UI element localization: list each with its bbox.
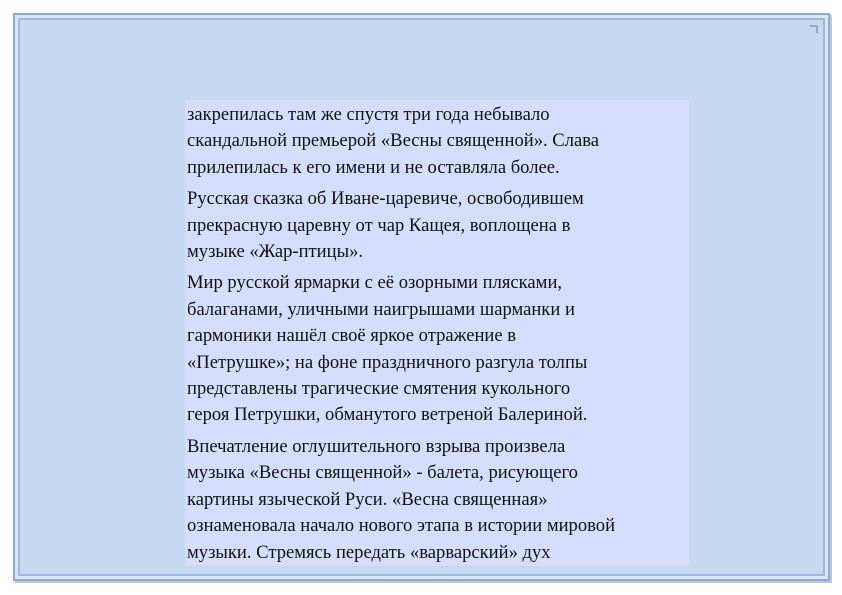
text-box [185, 100, 689, 566]
text-line: представлены трагические смятения кукольного [187, 378, 571, 400]
text-line: музыка «Весны священной» - балета, рисующего [187, 462, 578, 484]
text-line: закрепилась там же спустя три года небывало [187, 104, 550, 125]
paragraph-firebird [187, 186, 689, 265]
text-line: ознаменовала начало нового этапа в истории мировой [187, 515, 616, 537]
slide-frame [13, 13, 830, 581]
text-line: гармоники нашёл своё яркое отражение в [187, 325, 517, 347]
text-line: картины языческой Руси. «Весна священная» [187, 488, 548, 510]
frame-corner-decoration [810, 25, 818, 33]
text-line: музыке «Жар-птицы». [187, 241, 364, 263]
text-line: скандальной премьерой «Весны священной». Слава [187, 130, 600, 152]
text-line: героя Петрушки, обманутого ветреной Балериной. [187, 404, 588, 426]
text-line: прилепилась к его имени и не оставляла более. [187, 156, 560, 178]
text-line: прекрасную царевну от чар Кащея, воплощена в [187, 214, 571, 236]
text-line: Русская сказка об Иване-царевиче, освободившем [187, 188, 584, 210]
paragraph-fame [187, 102, 689, 181]
text-line: Впечатление оглушительного взрыва произвела [187, 435, 566, 457]
text-line: «Петрушке»; на фоне праздничного разгула толпы [187, 351, 588, 373]
paragraph-petrushka [187, 270, 689, 428]
text-line: балаганами, уличными наигрышами шарманки и [187, 298, 575, 320]
text-line: Мир русской ярмарки с её озорными плясками, [187, 272, 563, 294]
text-line: музыки. Стремясь передать «варварский» дух [187, 541, 551, 563]
paragraph-rite-of-spring [187, 434, 689, 566]
